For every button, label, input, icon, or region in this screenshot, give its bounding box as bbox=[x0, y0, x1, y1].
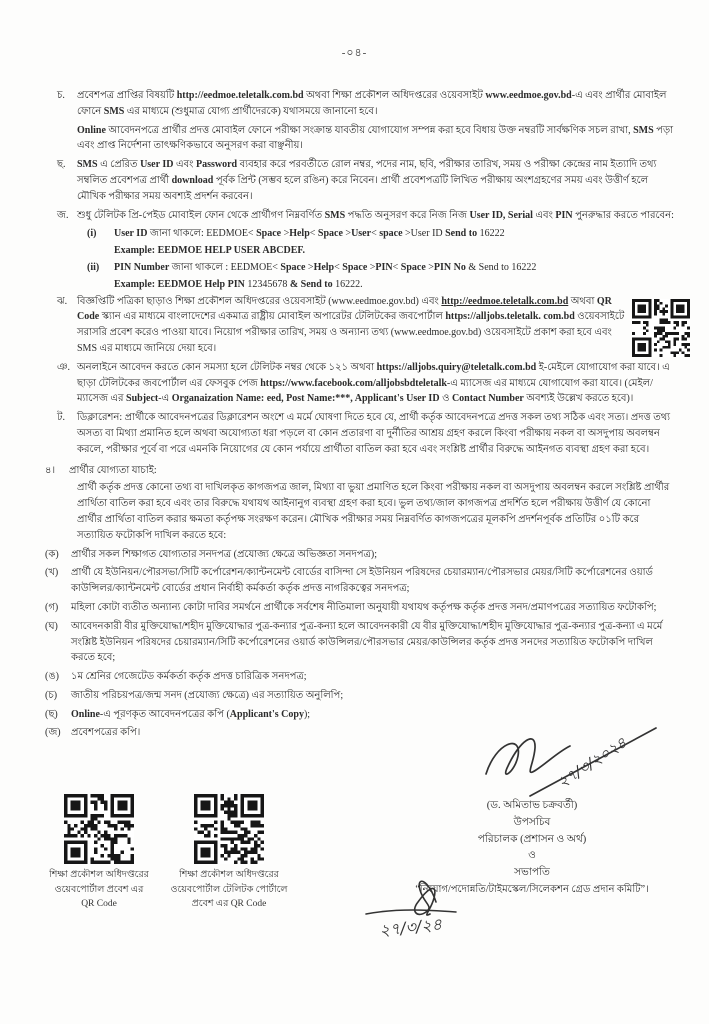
item-marker: (ক) bbox=[45, 548, 59, 560]
item-text: Online আবেদনপত্রে প্রার্থীর প্রদত্ত মোবাইল ফোনে পরীক্ষা সংক্রান্ত যাবতীয় যোগাযোগ সম্পন্ন করা হবে বিধায় উক্ত নম্বরটি সার্বক্ষণিক সচল রাখা, SMS পড়া এবং প্রাপ্ত নির্দেশনা তাৎক্ষণিকভাবে অনুসরণ করা বাঞ্ছনীয়। bbox=[77, 124, 673, 152]
signatory-conjunction: ও bbox=[528, 850, 536, 862]
item-marker: জ. bbox=[57, 209, 69, 221]
doc-block-4 bbox=[87, 226, 677, 242]
item-text: SMS এ প্রেরিত User ID এবং Password ব্যবহার করে পরবর্তীতে রোল নম্বর, পদের নাম, ছবি, পরীক্ষার তারিখ, সময় ও পরীক্ষা কেন্দ্রের নাম ইত্যাদি তথ্য সম্বলিত প্রবেশপত্র প্রার্থী download পূর্বক প্রিন্ট (সম্ভব হলে রঙিন) করে নিবেন। প্রার্থী প্রবেশপত্রটি লিখিত পরীক্ষায় অংশগ্রহণের সময় এবং উত্তীর্ণ হলে মৌখিক পরীক্ষার সময় অবশ্যই প্রদর্শন করবেন। bbox=[77, 159, 657, 202]
document-body bbox=[45, 88, 677, 744]
item-text: শুধু টেলিটক প্রি-পেইড মোবাইল ফোন থেকে প্রার্থীগণ নিম্নবর্ণিত SMS পদ্ধতি অনুসরণ করে নিজ নিজ User ID, Serial এবং PIN পুনরুদ্ধার করতে পারবেন: bbox=[77, 209, 674, 221]
doc-block-11 bbox=[45, 463, 677, 479]
doc-block-17 bbox=[45, 669, 677, 685]
qr-caption-line: শিক্ষা প্রকৌশল অধিদপ্তরের bbox=[179, 870, 279, 880]
item-text: আবেদনকারী বীর মুক্তিযোদ্ধা/শহীদ মুক্তিযোদ্ধার পুত্র-কন্যার পুত্র-কন্যা হলে আবেদনকারী যে বীর মুক্তিযোদ্ধা/শহীদ মুক্তিযোদ্ধার পুত্র-কন্যার পুত্র-কন্যা এ মর্মে সংশ্লিষ্ট ইউনিয়ন পরিষদের চেয়ারম্যান/সিটি কর্পোরেশনের ওয়ার্ড কাউন্সিলর/পৌরসভার মেয়র/কাউন্সিলর কর্তৃক প্রদত্ত সনদের সত্যায়িত ফটোকপি দাখিল করতে হবে; bbox=[71, 620, 663, 664]
signature-scribble bbox=[478, 722, 688, 804]
item-text: প্রবেশপত্র প্রাপ্তির বিষয়টি http://eedmoe.teletalk.com.bd অথবা শিক্ষা প্রকৌশল অধিদপ্তরের ওয়েবসাইট www.eedmoe.gov.bd-এ এবং প্রার্থীর মোবাইল ফোনে SMS এর মাধ্যমে (শুধুমাত্র যোগ্য প্রার্থীদেরকে) যথাসময়ে জানানো হবে। bbox=[77, 90, 667, 117]
committee-name: “নিয়োগ/পদোন্নতি/টাইমস্কেল/সিলেকশন গ্রেড প্রদান কমিটি”। bbox=[415, 883, 649, 895]
doc-block-5 bbox=[114, 243, 677, 259]
item-text: অনলাইনে আবেদন করতে কোন সমস্যা হলে টেলিটক নম্বর থেকে ১২১ অথবা https://alljobs.quiry@teletalk.com.bd ই-মেইলে যোগাযোগ করা যাবে। এ ছাড়া টেলিটকের জবপোর্টাল এর ফেসবুক পেজ https://www.facebook.com/alljobsbdteletalk-এ ম্যাসেজ এর মাধ্যমে যোগাযোগ করা যাবে। (মেইল/ম্যাসেজ এর Subject-এ Organaization Name: eed, Post Name:***, Applicant's User ID ও Contact Number অবশ্যই উল্লেখ করতে হবে)। bbox=[77, 361, 670, 405]
item-marker: (i) bbox=[87, 228, 97, 240]
signatory-title-3: সভাপতি bbox=[514, 867, 550, 879]
item-text: প্রার্থীর সকল শিক্ষাগত যোগ্যতার সনদপত্র (প্রযোজ্য ক্ষেত্রে অভিজ্ঞতা সনদপত্র); bbox=[71, 548, 377, 560]
item-text: প্রার্থী কর্তৃক প্রদত্ত কোনো তথ্য বা দাখিলকৃত কাগজপত্র জাল, মিথ্যা বা ভুয়া প্রমাণিত হলে কিংবা পরীক্ষায় নকল বা অসদুপায় অবলম্বন করলে সংশ্লিষ্ট প্রার্থীর প্রার্থিতা বাতিল করা হবে এবং তার বিরুদ্ধে যথাযথ আইনানুগ ব্যবস্থা গ্রহণ করা হবে। ভুল তথ্য/জাল কাগজপত্র প্রদর্শিত হলে পরীক্ষায় উত্তীর্ণ যে কোনো প্রার্থীর প্রার্থিতা বাতিল করার ক্ষমতা কর্তৃপক্ষ সংরক্ষণ করেন। মৌখিক পরীক্ষার সময় নিম্নবর্ণিত কাগজপত্রের মূলকপি প্রদর্শনপূর্বক প্রতিটির ০১টি করে সত্যায়িত ফটোকপি দাখিল করতে হবে: bbox=[77, 482, 670, 541]
doc-block-18 bbox=[45, 688, 677, 704]
item-text: প্রার্থীর যোগ্যতা যাচাই: bbox=[69, 464, 157, 476]
qr-caption-line: প্রবেশ এর QR Code bbox=[191, 899, 267, 910]
item-marker: চ. bbox=[57, 90, 65, 101]
item-text: জাতীয় পরিচয়পত্র/জন্ম সনদ (প্রযোজ্য ক্ষেত্রে) এর সত্যায়িত অনুলিপি; bbox=[71, 689, 344, 701]
item-marker: ঝ. bbox=[57, 295, 68, 307]
doc-block-6 bbox=[87, 260, 677, 276]
doc-block-19 bbox=[45, 707, 677, 723]
doc-block-7 bbox=[114, 277, 677, 293]
countersignature-scribble bbox=[358, 872, 508, 950]
item-text: ডিক্লারেশন: প্রার্থীকে আবেদনপত্রের ডিক্লারেশন অংশে এ মর্মে ঘোষণা দিতে হবে যে, প্রার্থী কর্তৃক আবেদনপত্রে প্রদত্ত সকল তথ্য সঠিক এবং সত্য। প্রদত্ত তথ্য অসত্য বা মিথ্যা প্রমানিত হলে অথবা অযোগ্যতা ধরা পড়লে বা কোন প্রতারণা বা দুর্নীতির আশ্রয় গ্রহণ করলে কিংবা পরীক্ষায় নকল বা অসদুপায় অবলম্বন করলে, পরীক্ষার পূর্বে বা পরে এমনকি নিয়োগের যে কোন পর্যায়ে প্রার্থীতা বাতিল করা হবে এবং সংশ্লিষ্ট প্রার্থীর বিরুদ্ধে আইনগত ব্যবস্থা গ্রহণ করা হবে। bbox=[77, 412, 671, 455]
item-marker: (ঘ) bbox=[45, 620, 58, 632]
doc-block-1 bbox=[77, 123, 677, 155]
item-text: PIN Number জানা থাকলে : EEDMOE< Space >Help< Space >PIN< Space >PIN No & Send to 16222 bbox=[114, 261, 537, 273]
doc-block-8 bbox=[57, 294, 677, 357]
item-marker: (গ) bbox=[45, 601, 59, 613]
qr-caption-left bbox=[24, 868, 174, 912]
page-number: -০৪- bbox=[341, 47, 368, 59]
item-marker: (চ) bbox=[45, 689, 58, 701]
item-marker: (জ) bbox=[45, 727, 61, 739]
qr-caption-line: ওয়েবপোর্টাল প্রবেশ এর bbox=[54, 884, 144, 895]
item-text: Online-এ পূরণকৃত আবেদনপত্রের কপি (Applicant's Copy); bbox=[71, 708, 311, 720]
doc-block-0 bbox=[57, 88, 677, 120]
item-marker: ঞ. bbox=[57, 361, 71, 373]
item-marker: (ঙ) bbox=[45, 671, 59, 683]
qr-caption-line: QR Code bbox=[81, 899, 117, 910]
signatory-title-1: উপসচিব bbox=[513, 816, 551, 828]
item-text: বিজ্ঞপ্তিটি পত্রিকা ছাড়াও শিক্ষা প্রকৌশল অধিদপ্তরের ওয়েবসাইট (www.eedmoe.gov.bd) এবং http://eedmoe.teletalk.com.bd অথবা QR Code স্ক্যান এর মাধ্যমে বাংলাদেশের একমাত্র রাষ্ট্রীয় মোবাইল অপারেটর টেলিটকের জবপোর্টাল https://alljobs.teletalk. com.bd ওয়েবসাইটে সরাসরি প্রবেশ করেও পাওয়া যাবে। নিয়োগ পরীক্ষার তারিখ, সময় ও অন্যান্য তথ্য (www.eedmoe.gov.bd) ওয়েবসাইটে প্রকাশ করা হবে এবং SMS এর মাধ্যমে জানিয়ে দেয়া হবে। bbox=[77, 295, 625, 354]
teletalk-portal-qr-code bbox=[194, 794, 264, 864]
doc-block-15 bbox=[45, 600, 677, 616]
item-marker: (ছ) bbox=[45, 708, 58, 720]
item-text: Example: EEDMOE Help PIN 12345678 & Send to 16222. bbox=[114, 278, 363, 290]
qr-caption-line: ওয়েবপোর্টাল টেলিটক পোর্টালে bbox=[170, 884, 288, 895]
doc-block-16 bbox=[45, 619, 677, 666]
eedmoe-webportal-qr-code bbox=[64, 794, 134, 864]
item-text: ১ম শ্রেনির গেজেটেড কর্মকর্তা কর্তৃক প্রদত্ত চারিত্রিক সনদপত্র; bbox=[71, 671, 307, 683]
signatory-name: (ড. অমিতাভ চক্রবর্তী) bbox=[486, 800, 578, 811]
signatory-title-2: পরিচালক (প্রশাসন ও অর্থ) bbox=[477, 833, 587, 845]
countersignature-date-text: ২৭/৩/২৪ bbox=[378, 914, 443, 940]
item-marker: ৪। bbox=[45, 464, 56, 476]
doc-block-2 bbox=[57, 157, 677, 204]
doc-block-14 bbox=[45, 565, 677, 597]
item-text: প্রার্থী যে ইউনিয়ন/পৌরসভা/সিটি কর্পোরেশন/ক্যান্টনমেন্ট বোর্ডের বাসিন্দা সে ইউনিয়ন পরিষদের চেয়ারম্যান/পৌরসভার মেয়র/সিটি কর্পোরেশনের ওয়ার্ড কাউন্সিলর/ক্যান্টনমেন্ট বোর্ডের প্রধান নির্বাহী কর্মকর্তা কর্তৃক প্রদত্ত নাগরিকত্বের সনদপত্র; bbox=[71, 567, 653, 595]
doc-block-3 bbox=[57, 208, 677, 224]
doc-block-13 bbox=[45, 547, 677, 563]
qr-caption-right bbox=[154, 868, 304, 912]
doc-block-10 bbox=[57, 410, 677, 457]
item-text: মহিলা কোটা ব্যতীত অন্যান্য কোটা দাবির সমর্থনে প্রার্থীকে সর্বশেষ নীতিমালা অনুযায়ী যথাযথ কর্তৃপক্ষ কর্তৃক প্রদত্ত সনদ/প্রমাণপত্রের সত্যায়িত ফটোকপি; bbox=[71, 601, 657, 613]
item-text: প্রবেশপত্রের কপি। bbox=[71, 727, 141, 739]
doc-block-9 bbox=[57, 360, 677, 407]
doc-block-12 bbox=[77, 480, 677, 543]
item-marker: (ii) bbox=[87, 261, 100, 273]
signature-date-text: ২৭/৩/২০২৪ bbox=[554, 733, 630, 792]
item-marker: ট. bbox=[57, 412, 65, 424]
qr-caption-line: শিক্ষা প্রকৌশল অধিদপ্তরের bbox=[49, 870, 149, 880]
alljobs-qr-code bbox=[632, 299, 690, 357]
item-marker: ছ. bbox=[57, 159, 66, 171]
item-text: User ID জানা থাকলে: EEDMOE< Space >Help< Space >User< space >User ID Send to 16222 bbox=[114, 228, 505, 240]
item-marker: (খ) bbox=[45, 567, 59, 579]
item-text: Example: EEDMOE HELP USER ABCDEF. bbox=[114, 245, 306, 257]
